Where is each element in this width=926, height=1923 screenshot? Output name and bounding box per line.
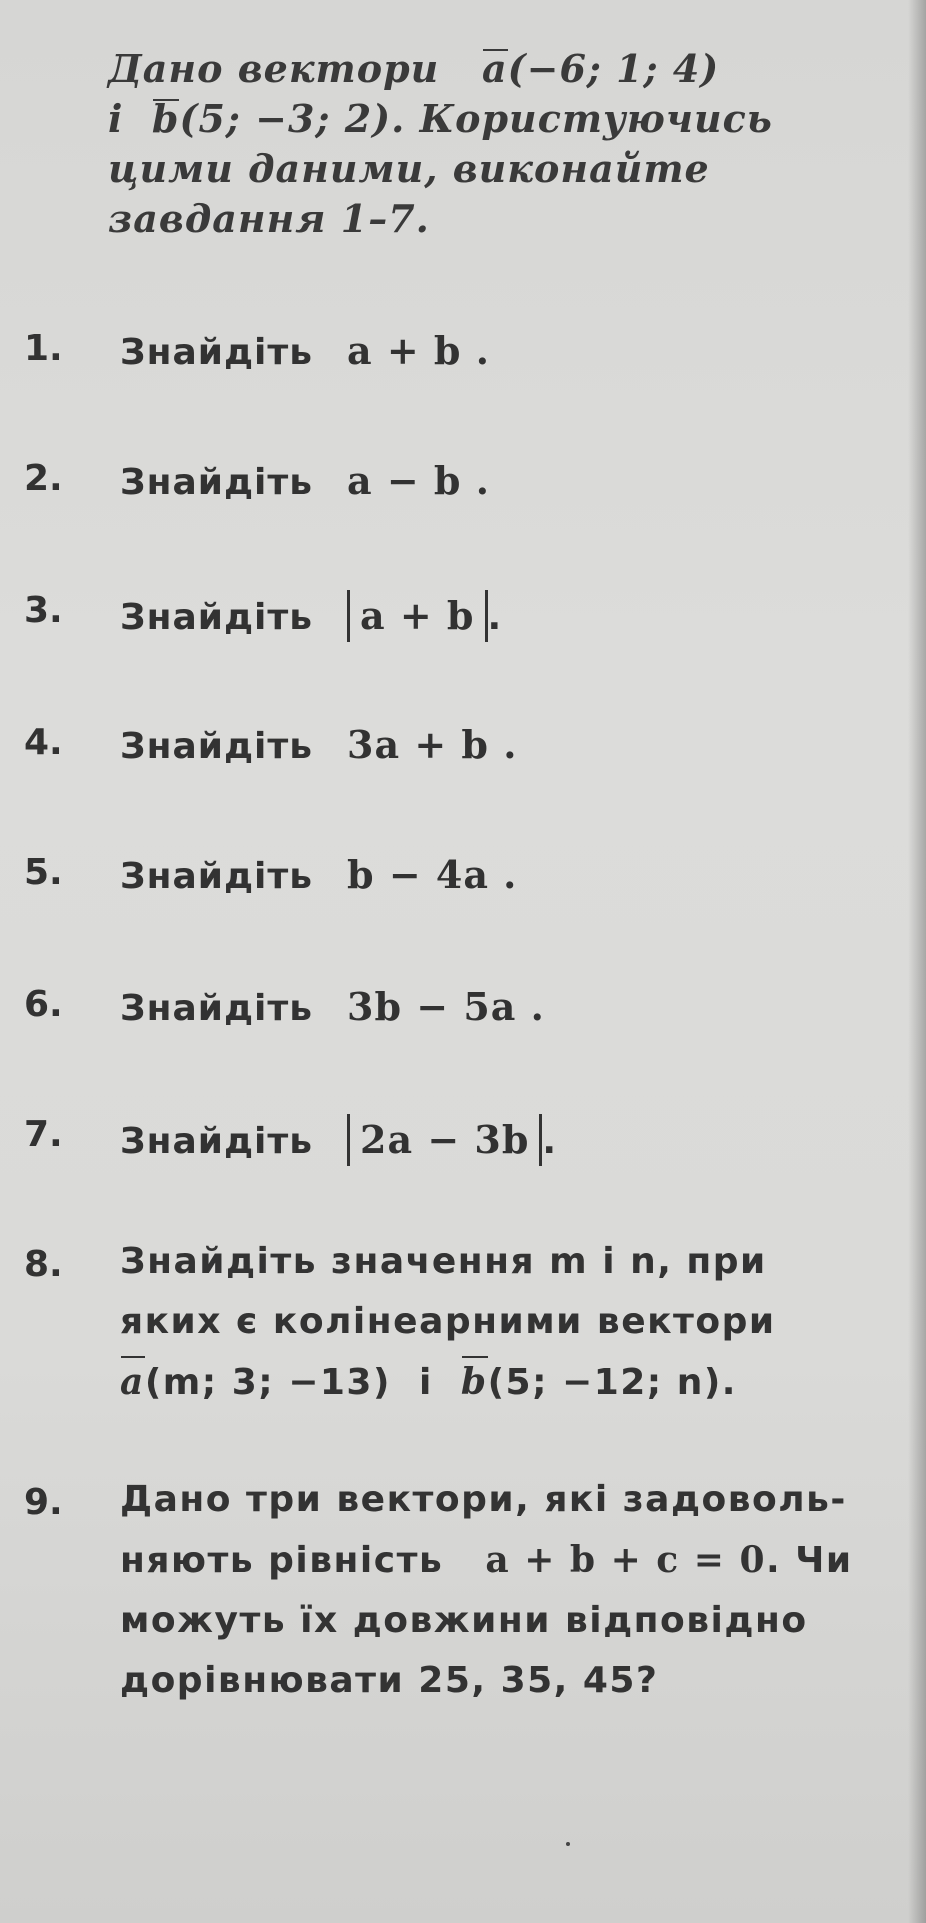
- task-expression: a − b .: [347, 458, 490, 503]
- task-label: Знайдіть: [120, 988, 314, 1029]
- task-9-equation: a + b + c = 0: [485, 1539, 767, 1581]
- task-expression: [347, 1114, 542, 1166]
- task-suffix: .: [542, 1121, 558, 1162]
- task-number: 4.: [24, 722, 63, 763]
- task-text: [120, 328, 490, 373]
- task-9-line-1: Дано три вектори, які задоволь-: [120, 1479, 847, 1520]
- task-8-line-3: [120, 1352, 890, 1413]
- task-number: 7.: [24, 1114, 63, 1155]
- task-text: [120, 852, 517, 897]
- task-expression: b − 4a .: [347, 852, 518, 897]
- task-9: [120, 1470, 890, 1711]
- page-edge-shadow: [908, 0, 926, 1923]
- task-9-line-2: [120, 1530, 890, 1591]
- task-number: 8.: [24, 1244, 63, 1285]
- vector-a-coords: (−6; 1; 4): [507, 46, 720, 91]
- task-expression: a + b: [347, 590, 488, 642]
- task-9-line-4: дорівнювати 25, 35, 45?: [120, 1660, 659, 1701]
- task-expression-body: a + b .: [374, 722, 518, 767]
- task-coefficient: 3: [347, 722, 375, 767]
- task-label: Знайдіть: [120, 462, 314, 503]
- vector-b-symbol: b: [152, 94, 180, 144]
- task-number: 6.: [24, 984, 63, 1025]
- task-label: Знайдіть: [120, 332, 314, 373]
- task-text: [120, 590, 502, 642]
- task-expression: [347, 722, 517, 767]
- task-8-and: і: [419, 1362, 433, 1403]
- task-label: Знайдіть: [120, 726, 314, 767]
- task-9-line-2-text: няють рівність: [120, 1540, 444, 1581]
- task-text: [120, 1114, 557, 1166]
- task-suffix: .: [487, 597, 503, 638]
- vector-b-coords: (5; −12; n).: [487, 1362, 737, 1403]
- vector-b-symbol: b: [461, 1352, 488, 1412]
- task-text: [120, 458, 490, 503]
- intro-and: і: [108, 96, 124, 141]
- intro-line-4: завдання 1–7.: [108, 196, 430, 241]
- paper-speck: [566, 1842, 570, 1846]
- task-number: 1.: [24, 328, 63, 369]
- task-8-line-2: яких є колінеарними вектори: [120, 1301, 776, 1342]
- task-label: Знайдіть: [120, 597, 314, 638]
- task-label: Знайдіть: [120, 856, 314, 897]
- task-8: [120, 1232, 890, 1413]
- task-9-line-2-end: . Чи: [766, 1540, 853, 1581]
- vector-a-coords: (m; 3; −13): [144, 1362, 391, 1403]
- vector-a-symbol: a: [482, 44, 508, 94]
- task-text: [120, 984, 545, 1029]
- task-9-line-3: можуть їх довжини відповідно: [120, 1600, 808, 1641]
- task-expression: a + b .: [347, 328, 490, 373]
- task-8-line-1: Знайдіть значення m і n, при: [120, 1241, 767, 1282]
- task-number: 3.: [24, 590, 63, 631]
- task-coefficient: 2: [360, 1117, 388, 1162]
- task-expression-body: b − 5a .: [374, 984, 545, 1029]
- intro-text: [108, 44, 788, 244]
- task-expression: [347, 984, 545, 1029]
- task-number: 5.: [24, 852, 63, 893]
- task-coefficient: 3: [347, 984, 375, 1029]
- intro-given-label: Дано вектори: [108, 46, 440, 91]
- intro-line-3: цими даними, виконайте: [108, 146, 710, 191]
- vector-b-coords: (5; −3; 2). Користуючись: [179, 96, 773, 141]
- intro-line-2: [108, 94, 788, 144]
- vector-a-symbol: a: [120, 1352, 145, 1412]
- task-label: Знайдіть: [120, 1121, 314, 1162]
- task-expression-body: a − 3b: [387, 1117, 530, 1162]
- task-number: 9.: [24, 1482, 63, 1523]
- task-number: 2.: [24, 458, 63, 499]
- intro-line-1: [108, 44, 788, 94]
- task-text: [120, 722, 517, 767]
